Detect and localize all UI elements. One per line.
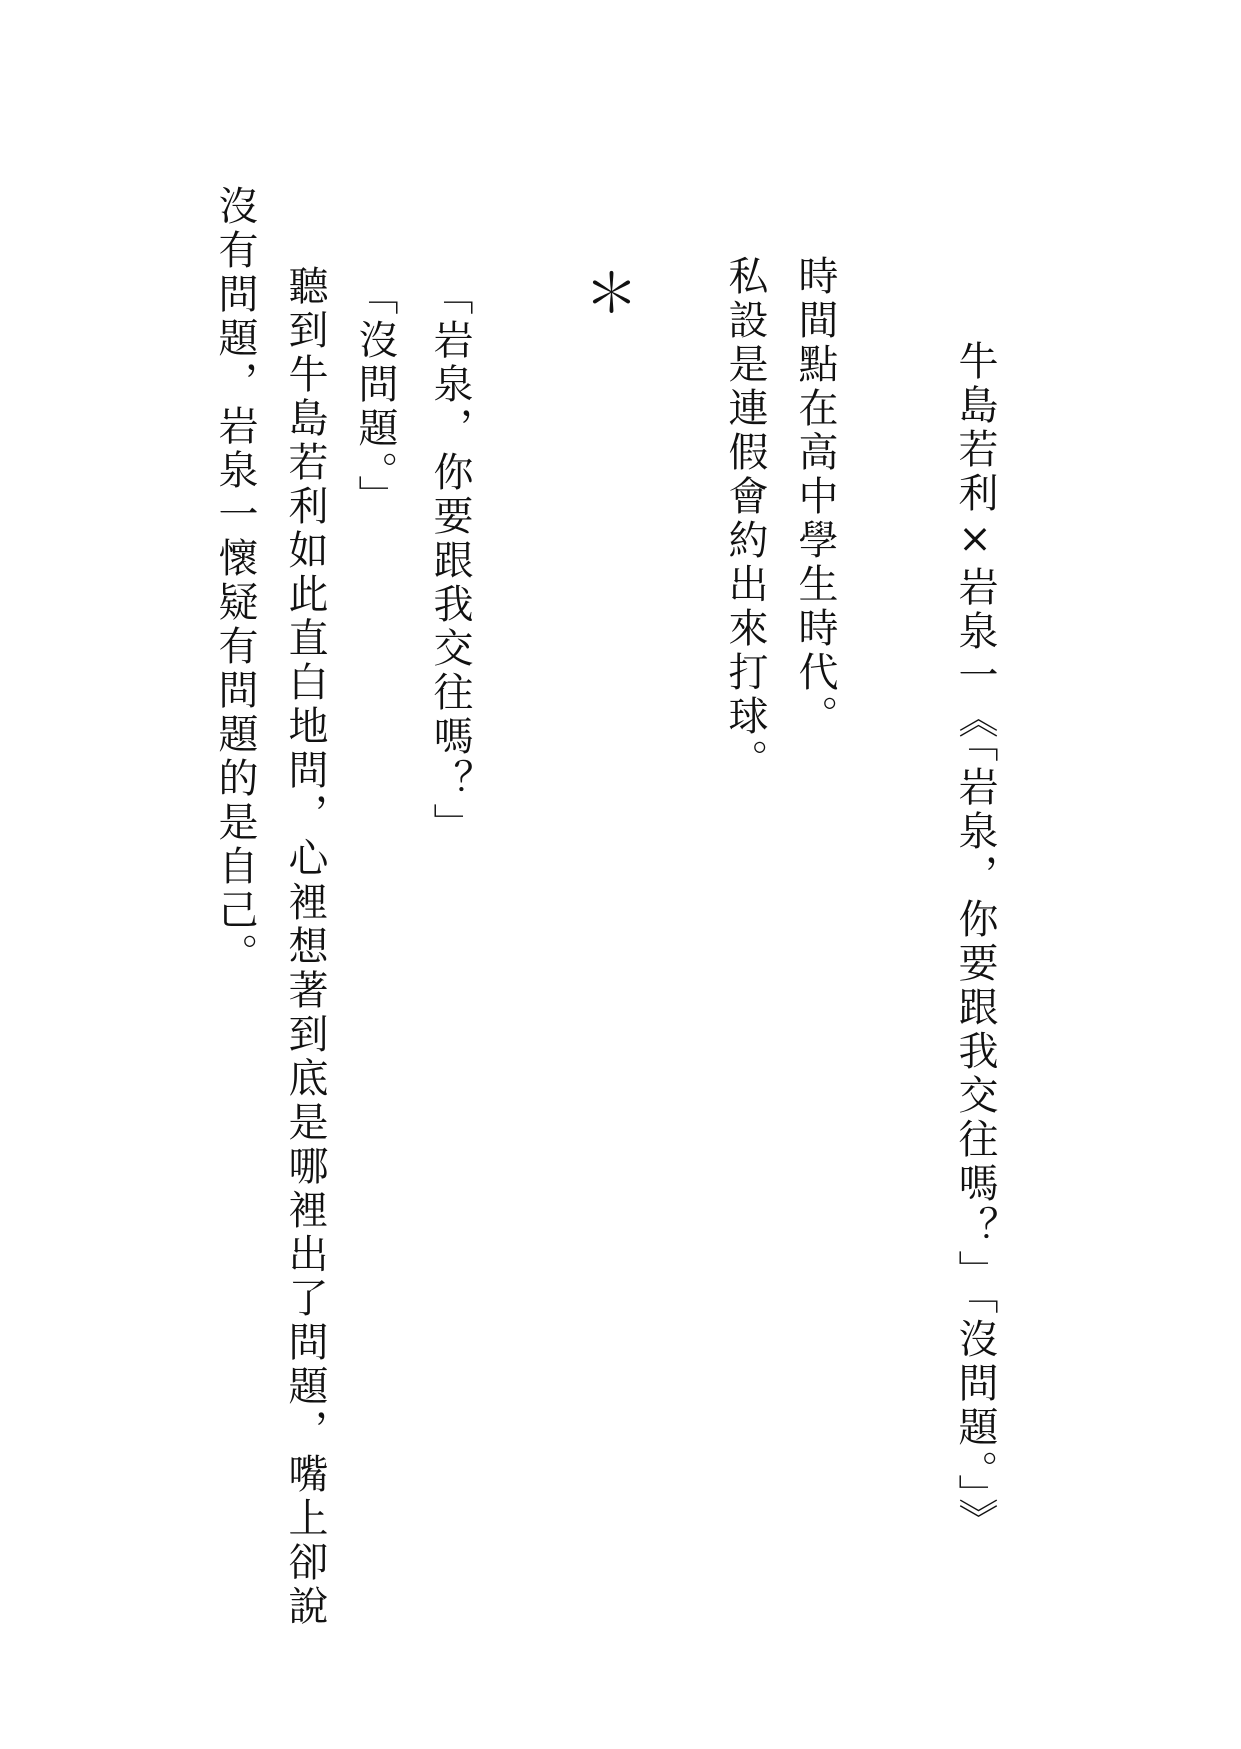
narration-line: 聽到牛島若利如此直白地問，心裡想著到底是哪裡出了問題，嘴上卻說 [282, 265, 328, 1629]
dialogue-line: 「沒問題。」 [352, 275, 398, 519]
setting-note: 時間點在高中學生時代。 [792, 255, 838, 739]
section-separator: ＊ [576, 265, 639, 319]
dialogue-line: 「岩泉，你要跟我交往嗎？」 [427, 275, 473, 847]
narration-line: 沒有問題，岩泉一懷疑有問題的是自己。 [212, 185, 258, 977]
setting-note: 私設是連假會約出來打球。 [722, 255, 768, 783]
story-title: 牛島若利×岩泉一《「岩泉，你要跟我交往嗎？」「沒問題。」》 [952, 340, 998, 1542]
